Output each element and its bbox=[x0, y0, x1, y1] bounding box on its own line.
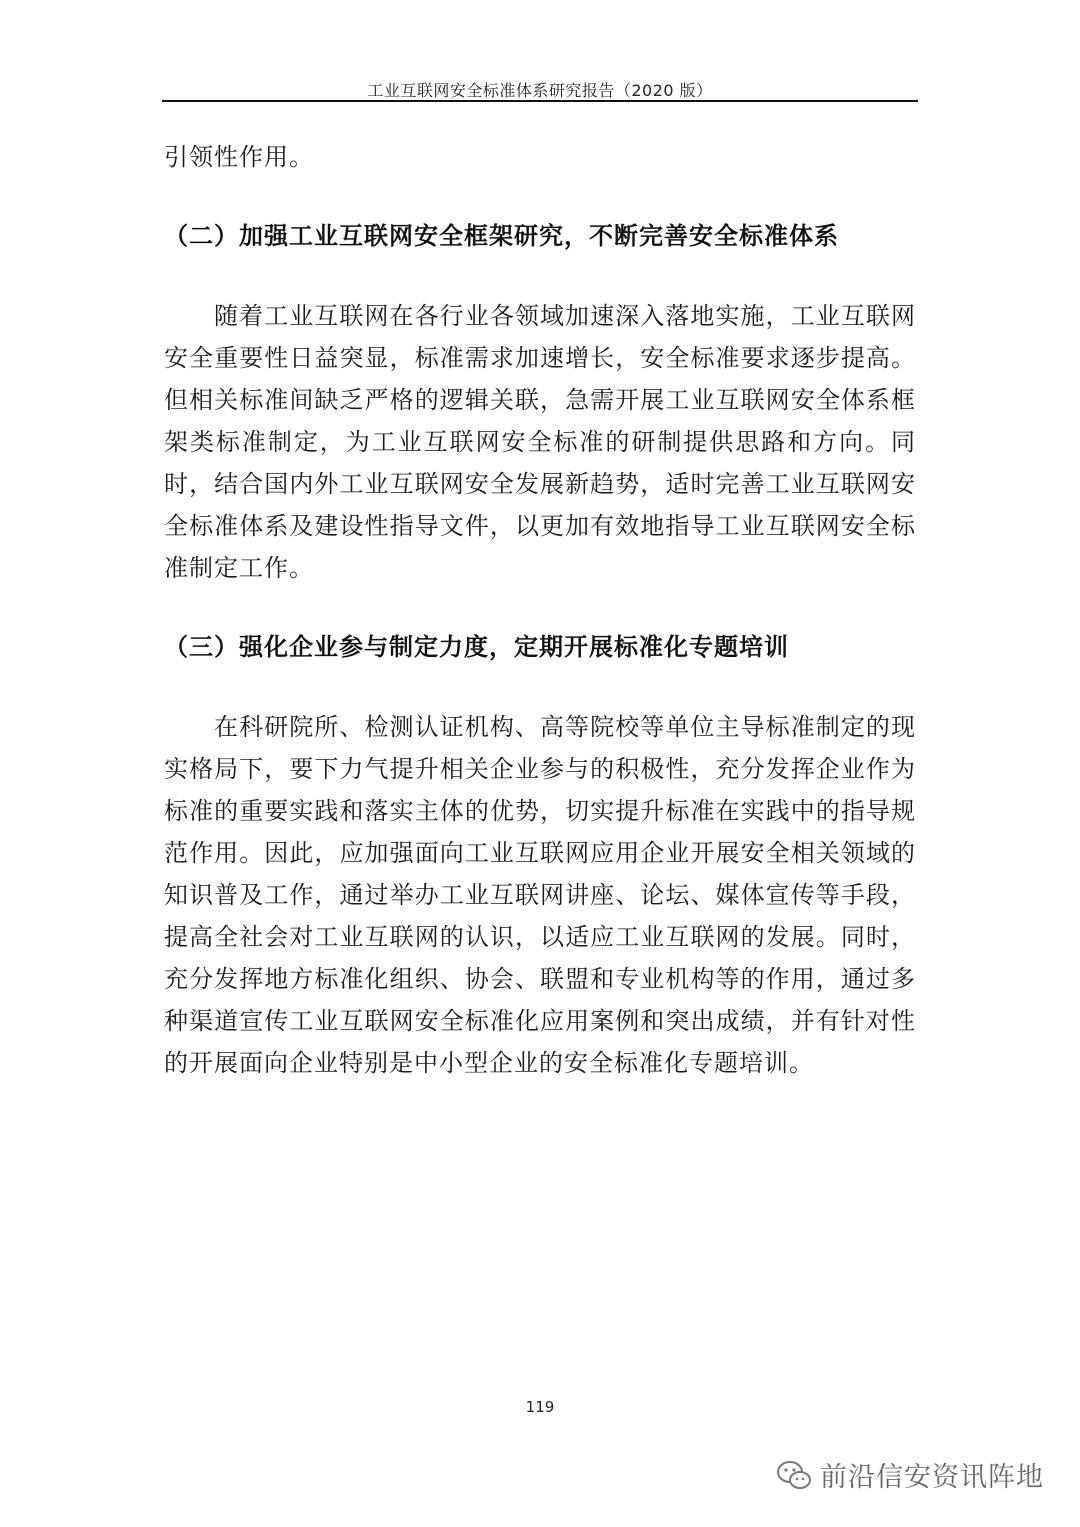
wechat-icon bbox=[776, 1459, 812, 1491]
spacer bbox=[164, 178, 916, 215]
watermark-text: 前沿信安资讯阵地 bbox=[820, 1462, 1044, 1493]
spacer bbox=[164, 589, 916, 626]
running-header-title: 工业互联网安全标准体系研究报告（2020 版） bbox=[367, 81, 713, 100]
document-body bbox=[164, 136, 916, 1084]
spacer bbox=[164, 257, 916, 295]
page-number: 119 bbox=[525, 1398, 555, 1416]
header-divider bbox=[162, 100, 918, 102]
watermark bbox=[776, 1455, 1044, 1494]
section-heading-2: （二）加强工业互联网安全框架研究，不断完善安全标准体系 bbox=[164, 222, 839, 250]
spacer bbox=[164, 668, 916, 706]
section-heading-3: （三）强化企业参与制定力度，定期开展标准化专题培训 bbox=[164, 633, 789, 661]
paragraph-enterprise: 在科研院所、检测认证机构、高等院校等单位主导标准制定的现实格局下，要下力气提升相关企业参与的积极性，充分发挥企业作为标准的重要实践和落实主体的优势，切实提升标准在实践中的指导规范作用。因此，应加强面向工业互联网应用企业开展安全相关领域的知识普及工作，通过举办工业互联网讲座、论坛、媒体宣传等手段，提高全社会对工业互联网的认识，以适应工业互联网的发展。同时，充分发挥地方标准化组织、协会、联盟和专业机构等的作用，通过多种渠道宣传工业互联网安全标准化应用案例和突出成绩，并有针对性的开展面向企业特别是中小型企业的安全标准化专题培训。 bbox=[164, 713, 916, 1077]
paragraph-continuation: 引领性作用。 bbox=[164, 143, 314, 171]
paragraph-framework: 随着工业互联网在各行业各领域加速深入落地实施，工业互联网安全重要性日益突显，标准需求加速增长，安全标准要求逐步提高。但相关标准间缺乏严格的逻辑关联，急需开展工业互联网安全体系框架类标准制定，为工业互联网安全标准的研制提供思路和方向。同时，结合国内外工业互联网安全发展新趋势，适时完善工业互联网安全标准体系及建设性指导文件，以更加有效地指导工业互联网安全标准制定工作。 bbox=[164, 302, 916, 582]
